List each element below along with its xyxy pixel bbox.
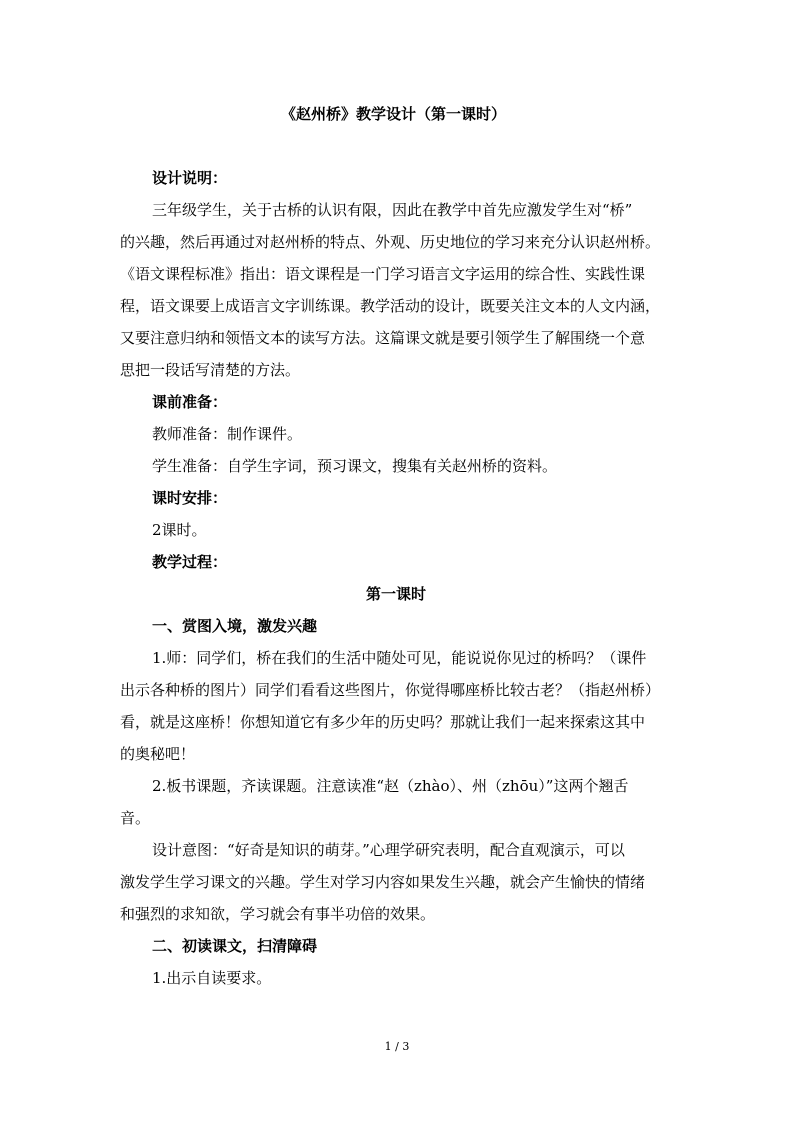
student-prep: 学生准备：自学生字词，预习课文，搜集有关赵州桥的资料。	[152, 457, 558, 475]
design-note-heading: 设计说明：	[152, 169, 228, 187]
document-title: 《赵州桥》教学设计（第一课时）	[281, 105, 507, 123]
design-note-line: 《语文课程标准》指出：语文课程是一门学习语言文字运用的综合性、实践性课	[120, 265, 646, 283]
schedule-heading: 课时安排：	[152, 489, 228, 507]
design-intent-line: 激发学生学习课文的兴趣。学生对学习内容如果发生兴趣，就会产生愉快的情绪	[120, 873, 646, 891]
design-note-line: 程，语文课要上成语言文字训练课。教学活动的设计，既要关注文本的人文内涵，	[120, 297, 661, 315]
section1-item1-line: 看，就是这座桥！你想知道它有多少年的历史吗？那就让我们一起来探索这其中	[120, 713, 646, 731]
design-note-line: 的兴趣，然后再通过对赵州桥的特点、外观、历史地位的学习来充分认识赵州桥。	[120, 233, 661, 251]
section1-item1-line: 1.师：同学们，桥在我们的生活中随处可见，能说说你见过的桥吗？（课件	[152, 649, 647, 667]
section1-item1-line: 出示各种桥的图片）同学们看看这些图片，你觉得哪座桥比较古老？（指赵州桥）	[120, 681, 661, 699]
design-note-line: 又要注意归纳和领悟文本的读写方法。这篇课文就是要引领学生了解围绕一个意	[120, 329, 646, 347]
section1-heading: 一、赏图入境，激发兴趣	[152, 617, 318, 635]
process-heading: 教学过程：	[152, 553, 228, 571]
lesson-title: 第一课时	[366, 585, 427, 603]
section2-heading: 二、初读课文，扫清障碍	[152, 937, 318, 955]
design-intent-line: 设计意图：“好奇是知识的萌芽。”心理学研究表明，配合直观演示，可以	[152, 841, 625, 859]
section1-item2-line: 2.板书课题，齐读课题。注意读准“赵（zhào）、州（zhōu）”这两个翘舌	[152, 777, 629, 795]
schedule-value: 2课时。	[152, 521, 207, 539]
design-note-line: 三年级学生，关于古桥的认识有限，因此在教学中首先应激发学生对“桥”	[152, 201, 633, 219]
page-number: 1 / 3	[384, 1040, 410, 1053]
section1-item1-line: 的奥秘吧！	[120, 745, 196, 763]
prep-heading: 课前准备：	[152, 393, 228, 411]
section1-item2-line: 音。	[120, 809, 151, 827]
section2-item1: 1.出示自读要求。	[152, 969, 272, 987]
design-intent-line: 和强烈的求知欲，学习就会有事半功倍的效果。	[120, 905, 436, 923]
design-note-line: 思把一段话写清楚的方法。	[120, 361, 301, 379]
teacher-prep: 教师准备：制作课件。	[152, 425, 303, 443]
